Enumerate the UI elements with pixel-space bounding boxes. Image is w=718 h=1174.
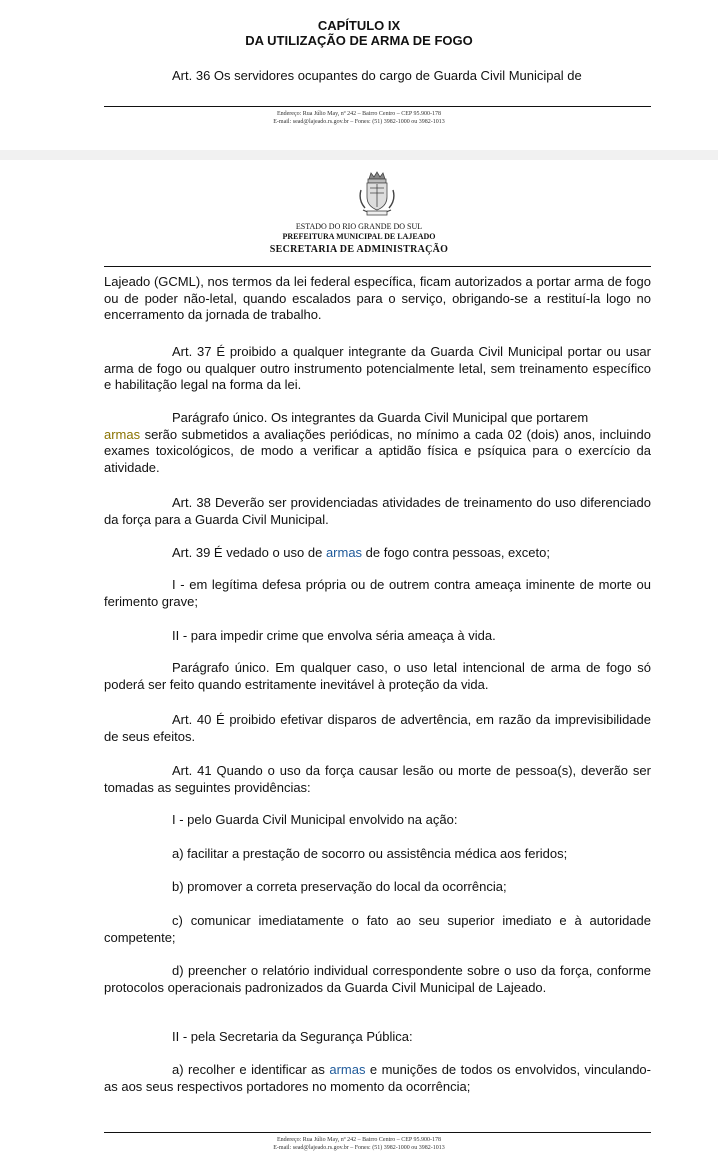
article-39-item-ii: II - para impedir crime que envolva séria ameaça à vida. [172,628,496,643]
article-39-sole-paragraph: Parágrafo único. Em qualquer caso, o uso letal intencional de arma de fogo só poderá ser feito quando estritamente inevitável à proteção da vida. [104,660,651,692]
footer-contact: E-mail: sead@lajeado.rs.gov.br – Fones: (51) 3982-1000 ou 3982-1013 [273,119,445,125]
article-41-item-ii-a: a) recolher e identificar as armas e munições de todos os envolvidos, vinculando-as aos seus respectivos portadores no momento da ocorrência; [104,1062,651,1094]
header-secretaria: SECRETARIA DE ADMINISTRAÇÃO [269,244,449,255]
article-41-item-ii: II - pela Secretaria da Segurança Pública: [172,1029,413,1044]
article-40: Art. 40 É proibido efetivar disparos de advertência, em razão da imprevisibilidade de seus efeitos. [104,712,651,744]
article-41-item-i-c: c) comunicar imediatamente o fato ao seu superior imediato e à autoridade competente; [104,913,651,945]
document-page-1 [0,0,718,150]
article-41-item-i: I - pelo Guarda Civil Municipal envolvido na ação: [172,812,458,827]
footer-address: Endereço: Rua Júlio May, nº 242 – Bairro Centro – CEP 95.900-178 [276,111,442,117]
document-page-2 [0,160,718,1174]
article-41-item-i-d: d) preencher o relatório individual correspondente sobre o uso da força, conforme protocolos operacionais padronizados da Guarda Civil Municipal de Lajeado. [104,963,651,995]
article-39: Art. 39 É vedado o uso de armas de fogo contra pessoas, exceto; [172,545,550,560]
page-separator [0,150,718,160]
article-39-item-i: I - em legítima defesa própria ou de outrem contra ameaça iminente de morte ou ferimento grave; [104,577,651,609]
article-41-item-i-b: b) promover a correta preservação do local da ocorrência; [172,879,507,894]
article-36-start: Art. 36 Os servidores ocupantes do cargo de Guarda Civil Municipal de [172,68,582,83]
article-41: Art. 41 Quando o uso da força causar lesão ou morte de pessoa(s), deverão ser tomadas as seguintes providências: [104,763,651,795]
article-37-sole-paragraph: Parágrafo único. Os integrantes da Guarda Civil Municipal que portarem armas serão submetidos a avaliações periódicas, no mínimo a cada 02 (dois) anos, incluindo exames toxicológicos, de modo a verificar a aptidão física e psíquica para o exercício da atividade. [104,410,651,475]
footer-rule [104,1132,651,1133]
highlight-armas: armas [104,426,141,442]
highlight-armas: armas [325,545,363,560]
footer-rule [104,106,651,107]
article-36-continuation: Lajeado (GCML), nos termos da lei federal específica, ficam autorizados a portar arma de fogo ou de poder não-letal, quando escalados para o serviço, obrigando-se a restituí-la logo no encerramento da jornada de trabalho. [104,274,651,322]
article-41-item-i-a: a) facilitar a prestação de socorro ou assistência médica aos feridos; [172,846,568,861]
article-38: Art. 38 Deverão ser providenciadas atividades de treinamento do uso diferenciado da força para a Guarda Civil Municipal. [104,495,651,527]
header-rule [104,266,651,267]
header-prefeitura: PREFEITURA MUNICIPAL DE LAJEADO [282,232,436,241]
article-37: Art. 37 É proibido a qualquer integrante da Guarda Civil Municipal portar ou usar arma de fogo ou qualquer outro instrumento potencialmente letal, sem treinamento específico e habilitação legal na forma da lei. [104,344,651,392]
chapter-number: CAPÍTULO IX [317,18,401,33]
footer-address: Endereço: Rua Júlio May, nº 242 – Bairro Centro – CEP 95.900-178 [276,1137,442,1143]
chapter-title: DA UTILIZAÇÃO DE ARMA DE FOGO [245,33,473,48]
header-state: ESTADO DO RIO GRANDE DO SUL [295,222,423,231]
highlight-armas: armas [329,1062,366,1077]
coat-of-arms-icon [355,170,399,218]
footer-contact: E-mail: sead@lajeado.rs.gov.br – Fones: (51) 3982-1000 ou 3982-1013 [273,1145,445,1151]
